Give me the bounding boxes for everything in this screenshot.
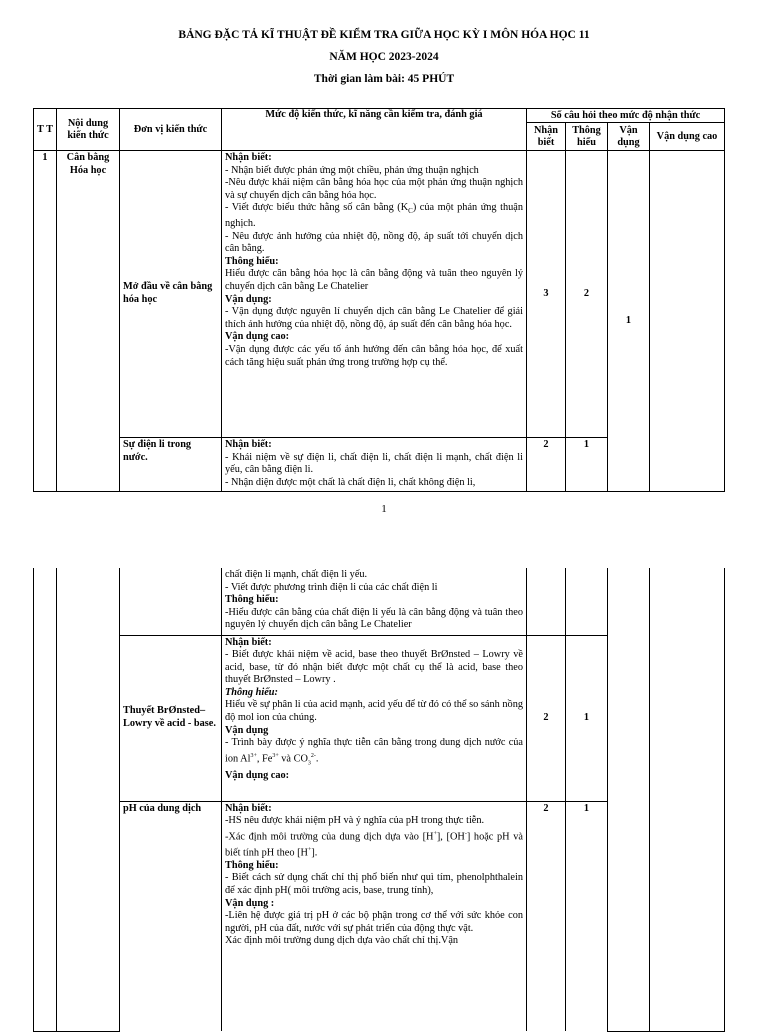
level-title-apply: Vận dụng	[225, 724, 269, 736]
level-line: - Biết được khái niệm về acid, base theo thuyết BrØnsted – Lowry về acid, base, từ đó nhận biết được một chất cụ thể là acid, base theo thuyết BrØnsted – Lowry .	[225, 649, 523, 686]
col-header-understand: Thông hiểu	[566, 123, 608, 151]
level-line: Hiểu được cân bằng hóa học là cân bằng động và tuân theo nguyên lý chuyển dịch cân bằng Le Chatelier	[225, 268, 523, 292]
level-line: - Nêu được ảnh hưởng của nhiệt độ, nồng độ, áp suất tới chuyển dịch cân bằng.	[225, 230, 523, 255]
spec-table-page-1	[33, 108, 725, 492]
col-header-content: Nội dung kiến thức	[57, 109, 120, 151]
level-line: -Nêu được khái niệm cân bằng hóa học của một phản ứng thuận nghịch và sự chuyển dịch cân bằng hóa học.	[225, 177, 523, 201]
unit-name: pH của dung dịch	[123, 802, 202, 814]
level-title-understand: Thông hiểu:	[225, 255, 279, 267]
topic-cell: Cân bằng Hóa học	[57, 151, 120, 492]
unit-cell-electrolysis	[120, 438, 222, 492]
col-header-unit: Đơn vị kiến thức	[120, 109, 222, 151]
level-line: -Xác định môi trường của dung dịch dựa vào [H+], [OH-] hoặc pH và biết tính pH theo [H+].	[225, 830, 523, 859]
col-header-tt: T T	[34, 109, 57, 151]
level-title-recognize: Nhận biết:	[225, 439, 272, 450]
school-year: NĂM HỌC 2023-2024	[329, 51, 439, 63]
count-understand: 1	[566, 635, 608, 801]
count-recognize: 2	[527, 801, 566, 1031]
level-title-understand: Thông hiểu:	[225, 859, 279, 871]
unit-cell-bronsted	[120, 635, 222, 801]
exam-duration: Thời gian làm bài: 45 PHÚT	[313, 73, 455, 85]
col-header-recognize: Nhận biết	[527, 123, 566, 151]
level-line: -HS nêu được khái niệm pH và ý nghĩa của pH trong thực tiễn.	[225, 815, 485, 827]
col-header-count-group: Số câu hỏi theo mức độ nhận thức	[527, 109, 725, 123]
count-understand: 1	[566, 801, 608, 1031]
level-title-understand: Thông hiểu:	[225, 594, 279, 606]
unit-cell-cont	[120, 568, 222, 635]
level-line: - Vận dụng được nguyên lí chuyển dịch cân bằng Le Chatelier để giải thích ảnh hưởng của nhiệt độ, nồng độ, áp suất đến cân bằng hóa học.	[225, 306, 523, 330]
level-cell-cont	[222, 568, 527, 635]
level-line: - Trình bày được ý nghĩa thực tiễn cân bằng trong dung dịch nước của ion $Al^{3+}$, $Fe^{3+}$ và $CO_3^{2-}$.	[225, 737, 523, 767]
level-line: Hiểu về sự phân li của acid mạnh, acid yếu để từ đó có thể so sánh nồng độ mol ion của chúng.	[225, 699, 523, 724]
unit-cell-equilibrium	[120, 151, 222, 438]
level-line: - Nhận diện được một chất là chất điện li, chất không điện li,	[225, 476, 476, 488]
level-cell-bronsted	[222, 635, 527, 801]
level-title-understand: Thông hiểu:	[225, 686, 278, 698]
row-number-cont	[34, 568, 57, 1031]
col-header-apply-high: Vận dụng cao	[650, 123, 725, 151]
document-title: BẢNG ĐẶC TẢ KĨ THUẬT ĐỀ KIỂM TRA GIỮA HỌC KỲ I MÔN HÓA HỌC 11	[178, 29, 590, 41]
row-number: 1	[34, 151, 57, 492]
level-line: Xác định môi trường dung dịch dựa vào chất chỉ thị.Vận	[225, 935, 459, 947]
topic-cell-cont	[57, 568, 120, 1031]
level-line: - Nhận biết được phản ứng một chiều, phản ứng thuận nghịch	[225, 164, 479, 176]
count-cell-empty	[566, 568, 608, 635]
page-number: 1	[381, 503, 387, 515]
count-understand: 1	[566, 438, 608, 492]
level-title-recognize: Nhận biết:	[225, 152, 272, 163]
level-title-recognize: Nhận biết:	[225, 802, 272, 814]
col-header-apply: Vận dụng	[608, 123, 650, 151]
level-line: - Viết được phương trình điện li của các chất điện li	[225, 581, 438, 593]
count-recognize: 2	[527, 635, 566, 801]
level-title-recognize: Nhận biết:	[225, 636, 272, 648]
count-cell-empty	[650, 568, 725, 1031]
level-cell-electrolysis	[222, 438, 527, 492]
unit-cell-ph	[120, 801, 222, 1031]
level-line: chất điện li mạnh, chất điện li yếu.	[225, 569, 368, 580]
level-line: -Hiểu được cân bằng của chất điện li yếu là cân bằng động và tuân theo nguyên lý chuyển dịch cân bằng Le Chatelier	[225, 606, 523, 631]
level-cell-ph	[222, 801, 527, 1031]
count-recognize: 3	[527, 151, 566, 438]
level-cell-equilibrium	[222, 151, 527, 438]
count-apply-high	[650, 151, 725, 492]
col-header-level: Mức độ kiến thức, kĩ năng cần kiểm tra, đánh giá	[222, 109, 527, 151]
unit-name: Thuyết BrØnsted– Lowry về acid - base.	[123, 705, 216, 729]
count-recognize: 2	[527, 438, 566, 492]
unit-name: Mở đầu về cân bằng hóa học	[123, 281, 213, 305]
level-line: - Viết được biểu thức hằng số cân bằng $(K_C)$ của một phản ứng thuận nghịch.	[225, 202, 523, 230]
count-cell-empty	[608, 568, 650, 1031]
level-line: -Vận dụng được các yếu tố ảnh hưởng đến cân bằng hóa học, để xuất cách tăng hiệu suất phản ứng trong trường hợp cụ thể.	[225, 343, 523, 368]
count-cell-empty	[527, 568, 566, 635]
level-line: - Biết cách sử dụng chất chỉ thị phổ biến như quì tím, phenolphthalein để xác định pH( môi trường acis, base, trung tính),	[225, 872, 523, 896]
level-title-apply: Vận dụng:	[225, 293, 272, 305]
level-title-apply-high: Vận dụng cao:	[225, 331, 290, 343]
level-title-apply: Vận dụng :	[225, 897, 275, 909]
level-title-apply-high: Vận dụng cao:	[225, 769, 290, 781]
level-line: -Liên hệ được giá trị pH ở các bộ phận trong cơ thể với sức khỏe con người, pH của đất, nước với sự phát triển của động thực vật.	[225, 910, 523, 934]
unit-name: Sự điện li trong nước.	[123, 439, 192, 463]
level-line: - Khái niệm về sự điện li, chất điện li, chất điện li mạnh, chất điện li yếu, cân bằng điện li.	[225, 451, 523, 476]
count-apply: 1	[608, 151, 650, 492]
count-understand: 2	[566, 151, 608, 438]
spec-table-page-2	[33, 568, 725, 1032]
